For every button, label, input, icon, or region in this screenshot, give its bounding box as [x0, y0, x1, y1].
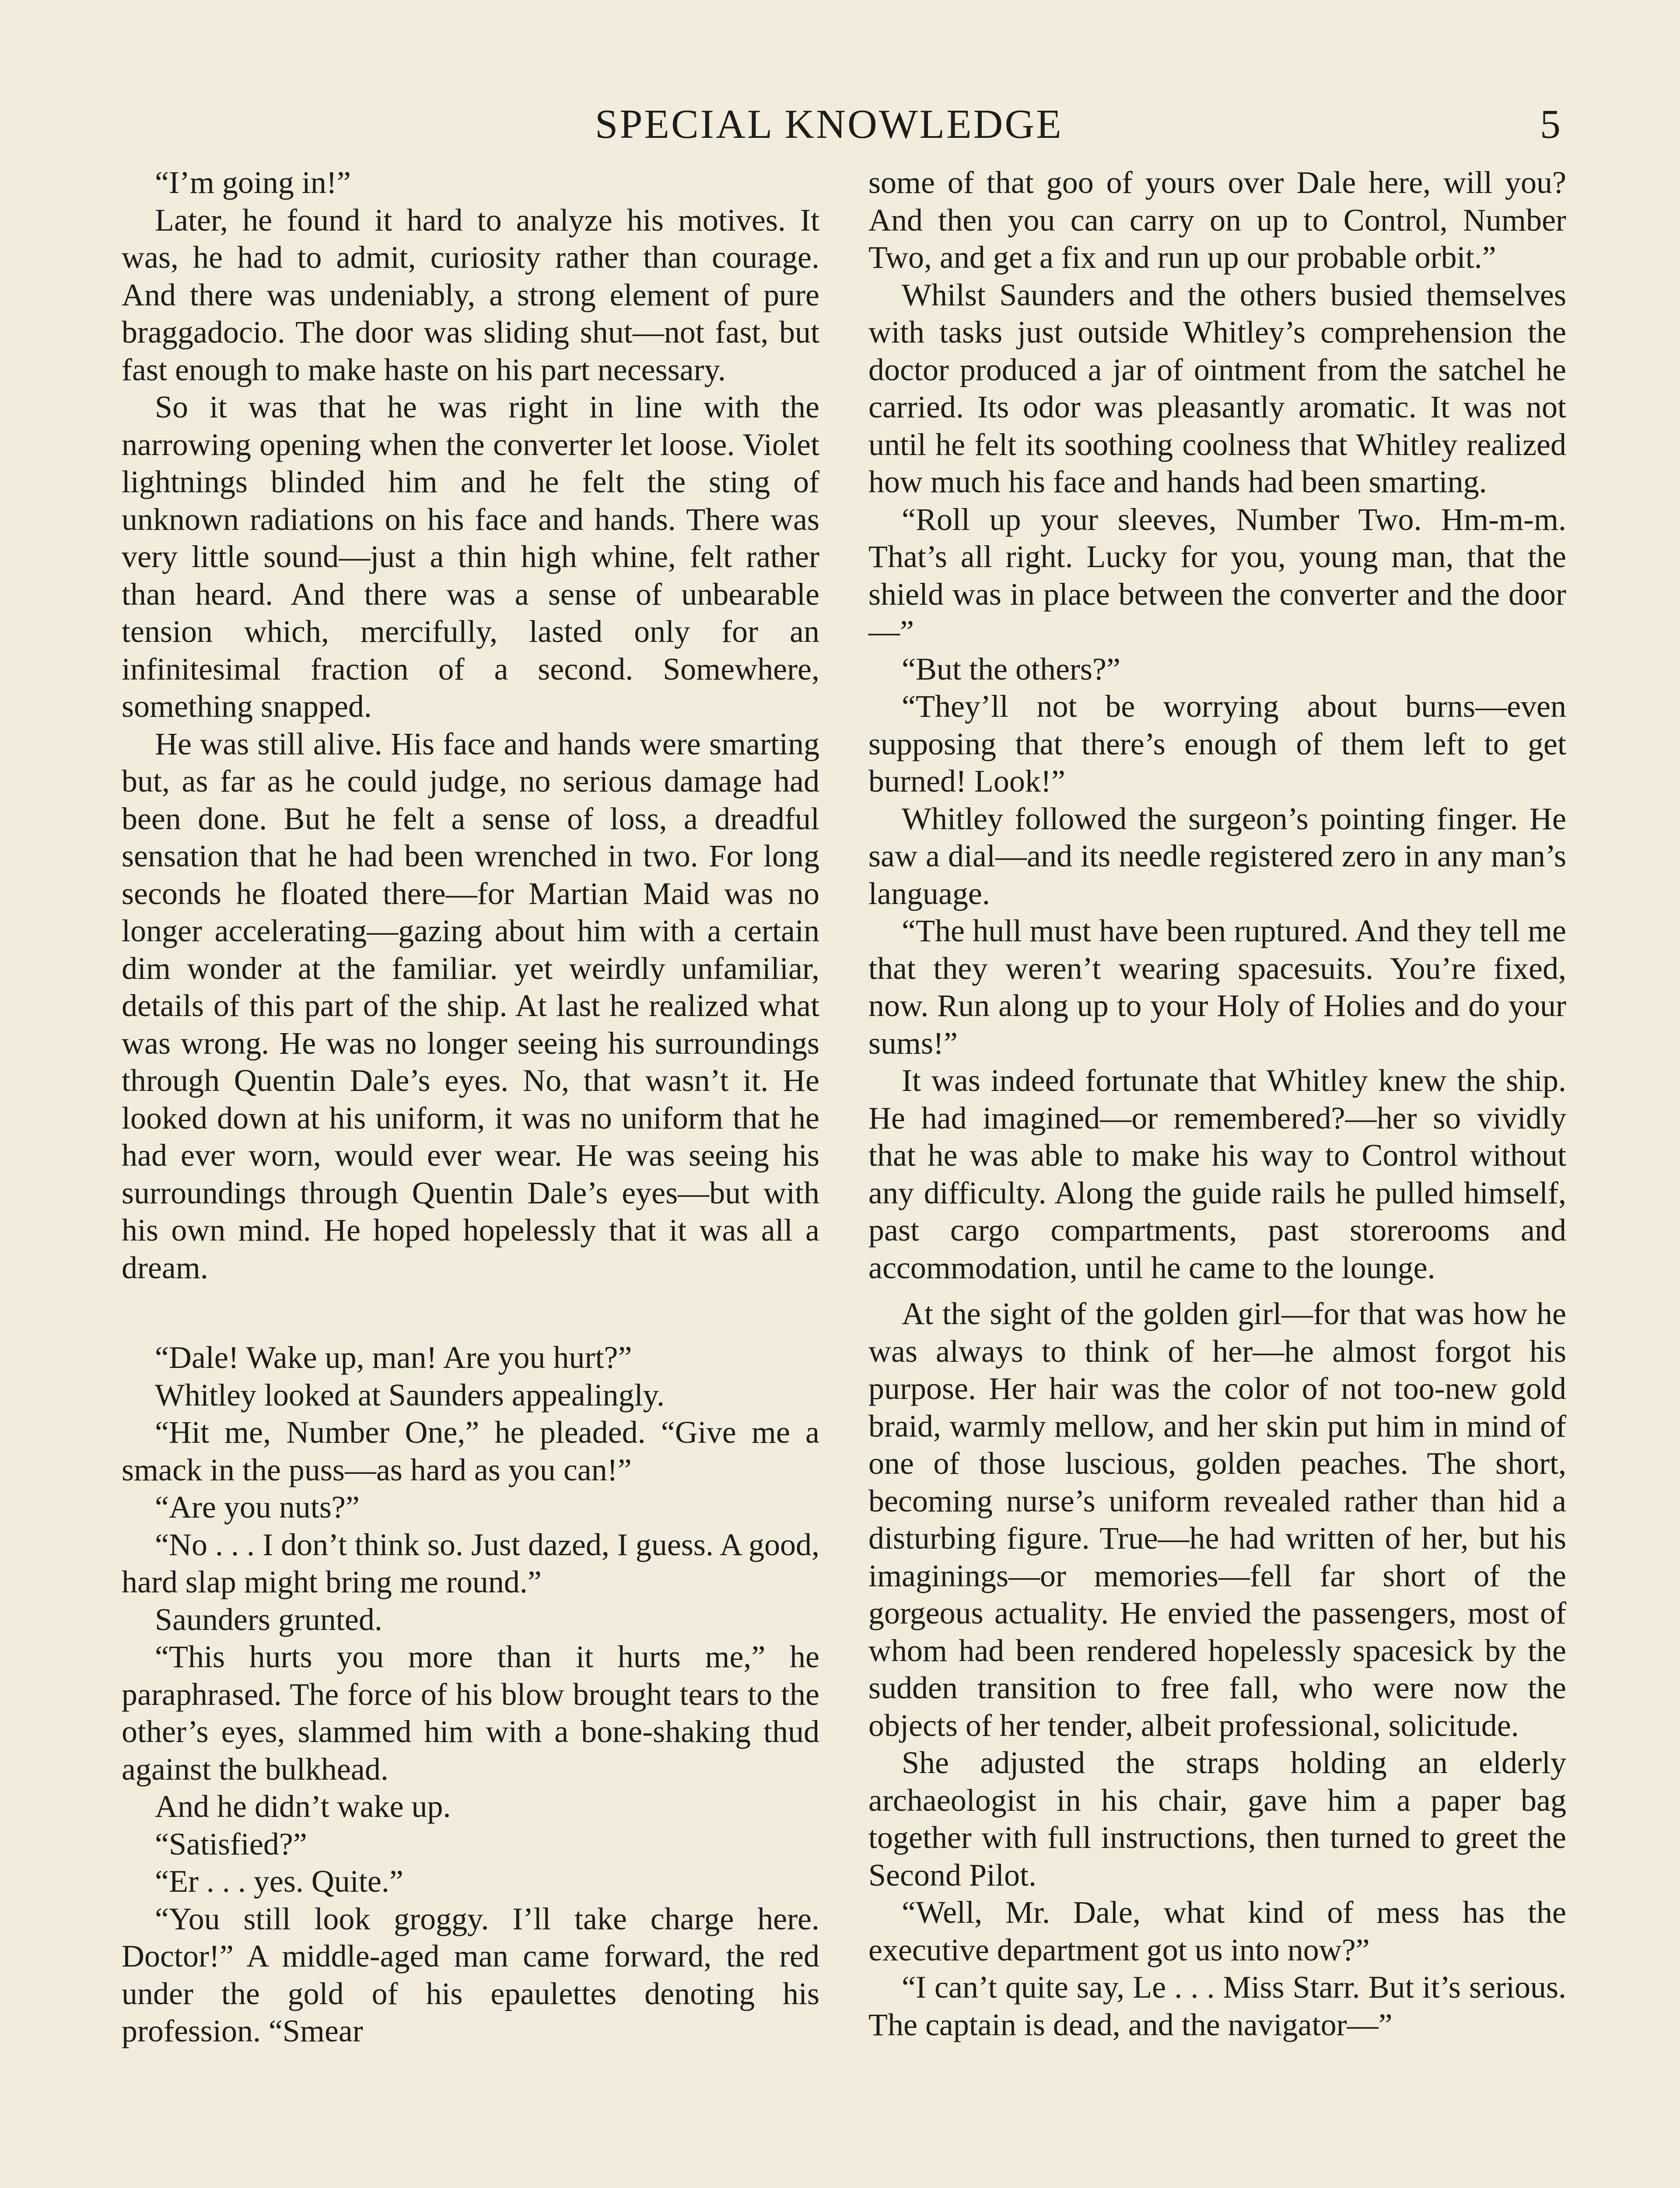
paragraph: “This hurts you more than it hurts me,” he paraphrased. The force of his blow brought tears to the other’s eyes, slammed him with a bone-shaking thud against the bulkhead. — [122, 1639, 819, 1787]
paragraph: “Are you nuts?” — [155, 1490, 360, 1525]
paragraph: So it was that he was right in line with the narrowing opening when the converter let loose. Violet lightnings blinded him and he felt the sting of unknown radiations on his face and hands. There was very little sound—just a thin high whine, felt rather than heard. And there was a sense of unbearable tension which, mercifully, lasted only for an infinitesimal fraction of a second. Somewhere, something snapped. — [122, 389, 819, 724]
paragraph: It was indeed fortunate that Whitley knew the ship. He had imagined—or remembered?—her so vividly that he was able to make his way to Control without any difficulty. Along the guide rails he pulled himself, past cargo compartments, past storerooms and accommodation, until he came to the lounge. — [868, 1063, 1566, 1285]
paragraph: “Well, Mr. Dale, what kind of mess has the executive department got us into now?” — [868, 1895, 1566, 1967]
running-title: SPECIAL KNOWLEDGE — [595, 102, 1063, 147]
paragraph: Saunders grunted. — [155, 1602, 382, 1637]
paragraph: “They’ll not be worrying about burns—even supposing that there’s enough of them left to get burned! Look!” — [868, 689, 1566, 799]
paragraph: “I can’t quite say, Le . . . Miss Starr. But it’s serious. The captain is dead, and the navigator—” — [868, 1970, 1566, 2042]
paragraph: At the sight of the golden girl—for that was how he was always to think of her—he almost forgot his purpose. Her hair was the color of not too-new gold braid, warmly mellow, and her skin put him in mind of one of those luscious, golden peaches. The short, becoming nurse’s uniform revealed rather than hid a disturbing figure. True—he had written of her, but his imaginings—or memories—fell far short of the gorgeous actuality. He envied the passengers, most of whom had been rendered hopelessly spacesick by the sudden transition to free fall, who were now the objects of her tender, albeit professional, solicitude. — [868, 1296, 1566, 1743]
paragraph: “But the others?” — [902, 651, 1120, 687]
paragraph: “Roll up your sleeves, Number Two. Hm-m-m. That’s all right. Lucky for you, young man, that the shield was in place between the converter and the door—” — [868, 501, 1566, 649]
paragraph: “Satisfied?” — [155, 1826, 307, 1862]
page-number: 5 — [1540, 102, 1561, 147]
right-column — [868, 164, 1566, 2044]
paragraph: “Er . . . yes. Quite.” — [155, 1864, 403, 1899]
paragraph: “You still look groggy. I’ll take charge here. Doctor!” A middle-aged man came forward, the red under the gold of his epaulettes denoting his profession. “Smear — [122, 1901, 819, 2048]
paragraph: “The hull must have been ruptured. And they tell me that they weren’t wearing spacesuits. You’re fixed, now. Run along up to your Holy of Holies and do your sums!” — [868, 913, 1566, 1061]
paragraph: And he didn’t wake up. — [155, 1789, 451, 1824]
paragraph: She adjusted the straps holding an elderly archaeologist in his chair, gave him a paper bag together with full instructions, then turned to greet the Second Pilot. — [868, 1745, 1566, 1893]
paragraph: “Dale! Wake up, man! Are you hurt?” — [155, 1340, 632, 1375]
paragraph: Later, he found it hard to analyze his motives. It was, he had to admit, curiosity rather than courage. And there was undeniably, a strong element of pure braggadocio. The door was sliding shut—not fast, but fast enough to make haste on his part necessary. — [122, 202, 819, 387]
paragraph: “I’m going in!” — [155, 165, 351, 200]
paragraph: He was still alive. His face and hands were smarting but, as far as he could judge, no serious damage had been done. But he felt a sense of loss, a dreadful sensation that he had been wrenched in two. For long seconds he floated there—for Martian Maid was no longer accelerating—gazing about him with a certain dim wonder at the familiar. yet weirdly unfamiliar, details of this part of the ship. At last he realized what was wrong. He was no longer seeing his surroundings through Quentin Dale’s eyes. No, that wasn’t it. He looked down at his uniform, it was no uniform that he had ever worn, would ever wear. He was seeing his surroundings through Quentin Dale’s eyes—but with his own mind. He hoped hopelessly that it was all a dream. — [122, 726, 819, 1285]
paragraph: Whitley looked at Saunders appealingly. — [155, 1377, 665, 1413]
paragraph: “No . . . I don’t think so. Just dazed, I guess. A good, hard slap might bring me round.” — [122, 1527, 819, 1599]
paragraph: “Hit me, Number One,” he pleaded. “Give me a smack in the puss—as hard as you can!” — [122, 1415, 819, 1487]
page-header — [0, 101, 1680, 153]
left-column — [122, 164, 819, 2050]
paragraph: Whitley followed the surgeon’s pointing finger. He saw a dial—and its needle registered zero in any man’s language. — [868, 801, 1566, 911]
paragraph: some of that goo of yours over Dale here, will you? And then you can carry on up to Control, Number Two, and get a fix and run up our probable orbit.” — [868, 165, 1566, 275]
paragraph: Whilst Saunders and the others busied themselves with tasks just outside Whitley’s comprehension the doctor produced a jar of ointment from the satchel he carried. Its odor was pleasantly aromatic. It was not until he felt its soothing coolness that Whitley realized how much his face and hands had been smarting. — [868, 277, 1566, 499]
